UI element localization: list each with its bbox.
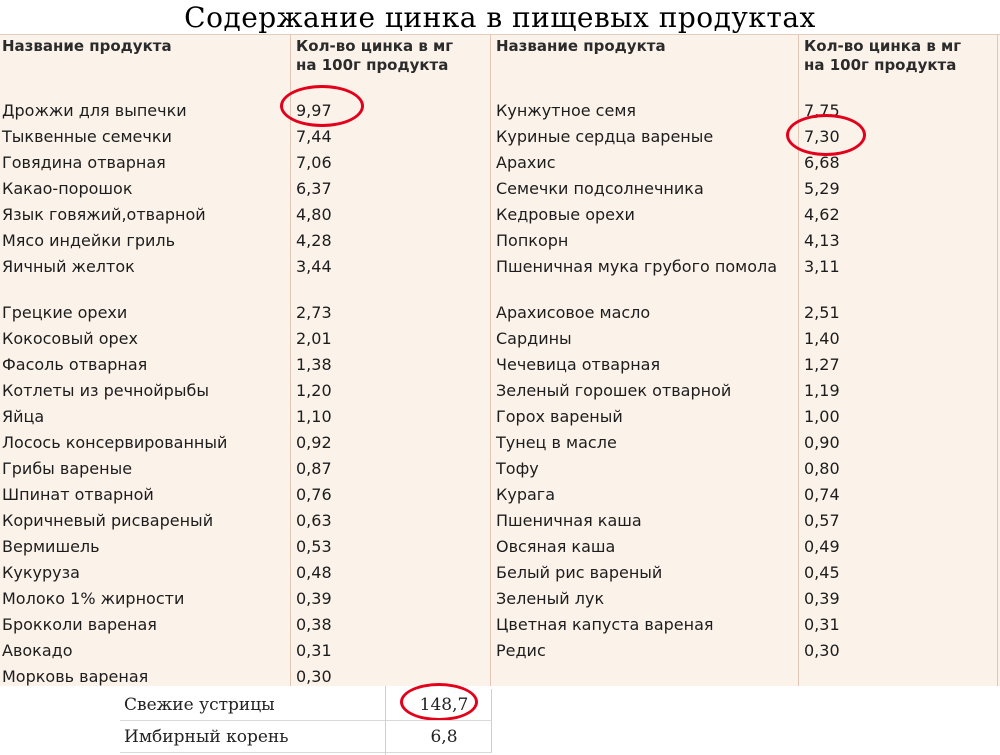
zinc-value-cell: 6,68 <box>804 153 840 172</box>
zinc-table <box>0 34 1000 686</box>
zinc-value-cell: 4,28 <box>296 231 332 250</box>
product-name-cell: Пшеничная каша <box>496 511 642 530</box>
zinc-value-cell: 0,92 <box>296 433 332 452</box>
product-name-cell: Пшеничная мука грубого помола <box>496 257 778 276</box>
zinc-value-cell: 3,44 <box>296 257 332 276</box>
zinc-value-cell: 3,11 <box>804 257 840 276</box>
product-name-cell: Куриные сердца вареные <box>496 127 714 146</box>
product-name-cell: Кукуруза <box>2 563 80 582</box>
zinc-value-cell: 1,00 <box>804 407 840 426</box>
product-name-cell: Лосось консервированный <box>2 433 228 452</box>
zinc-value-cell: 0,30 <box>804 641 840 660</box>
zinc-value-cell: 0,45 <box>804 563 840 582</box>
product-name-cell: Говядина отварная <box>2 153 166 172</box>
product-name-cell: Морковь вареная <box>2 667 149 686</box>
zinc-value-cell: 0,39 <box>296 589 332 608</box>
product-name-cell: Брокколи вареная <box>2 615 157 634</box>
zinc-value-cell: 2,73 <box>296 303 332 322</box>
product-name-cell: Белый рис вареный <box>496 563 663 582</box>
product-name-cell: Грибы вареные <box>2 459 133 478</box>
zinc-value-cell: 0,63 <box>296 511 332 530</box>
product-name-cell: Мясо индейки гриль <box>2 231 176 250</box>
zinc-value-cell: 0,57 <box>804 511 840 530</box>
product-name-cell: Какао-порошок <box>2 179 133 198</box>
column-divider <box>798 35 799 686</box>
product-name-cell: Тунец в масле <box>496 433 617 452</box>
product-name-cell: Семечки подсолнечника <box>496 179 704 198</box>
extra-column-divider <box>385 686 386 755</box>
product-name-cell: Зеленый лук <box>496 589 605 608</box>
zinc-value-cell: 4,13 <box>804 231 840 250</box>
zinc-value-cell: 4,80 <box>296 205 332 224</box>
product-name-cell: Горох вареный <box>496 407 623 426</box>
zinc-value-cell: 5,29 <box>804 179 840 198</box>
product-name-cell: Зеленый горошек отварной <box>496 381 732 400</box>
product-name-cell: Тыквенные семечки <box>2 127 172 146</box>
zinc-value-cell: 0,87 <box>296 459 332 478</box>
zinc-value-cell: 1,38 <box>296 355 332 374</box>
zinc-value-cell: 6,37 <box>296 179 332 198</box>
extra-row-value: 148,7 <box>419 695 469 715</box>
zinc-value-cell: 9,97 <box>296 101 332 120</box>
page-title: Содержание цинка в пищевых продуктах <box>184 1 816 34</box>
zinc-value-cell: 0,76 <box>296 485 332 504</box>
product-name-cell: Авокадо <box>2 641 73 660</box>
zinc-value-cell: 4,62 <box>804 205 840 224</box>
zinc-value-cell: 1,20 <box>296 381 332 400</box>
product-name-cell: Редис <box>496 641 546 660</box>
zinc-value-cell: 7,06 <box>296 153 332 172</box>
product-name-cell: Чечевица отварная <box>496 355 661 374</box>
product-name-cell: Котлеты из речнойрыбы <box>2 381 209 400</box>
product-name-cell: Кунжутное семя <box>496 101 637 120</box>
column-divider <box>997 35 998 686</box>
zinc-value-cell: 1,27 <box>804 355 840 374</box>
zinc-value-cell: 7,44 <box>296 127 332 146</box>
product-name-cell: Шпинат отварной <box>2 485 154 504</box>
product-name-cell: Яйца <box>2 407 45 426</box>
product-name-cell: Арахисовое масло <box>496 303 651 322</box>
header-product-name-left: Название продукта <box>2 37 172 55</box>
product-name-cell: Тофу <box>496 459 539 478</box>
zinc-value-cell: 1,10 <box>296 407 332 426</box>
header-zinc-amount-right: Кол-во цинка в мг на 100г продукта <box>804 37 962 74</box>
zinc-value-cell: 1,19 <box>804 381 840 400</box>
product-name-cell: Яичный желток <box>2 257 135 276</box>
product-name-cell: Дрожжи для выпечки <box>2 101 187 120</box>
zinc-value-cell: 0,90 <box>804 433 840 452</box>
zinc-value-cell: 0,80 <box>804 459 840 478</box>
zinc-value-cell: 2,51 <box>804 303 840 322</box>
zinc-value-cell: 0,48 <box>296 563 332 582</box>
zinc-value-cell: 0,53 <box>296 537 332 556</box>
zinc-value-cell: 7,75 <box>804 101 840 120</box>
header-zinc-amount-left: Кол-во цинка в мг на 100г продукта <box>296 37 454 74</box>
product-name-cell: Курага <box>496 485 555 504</box>
zinc-value-cell: 0,49 <box>804 537 840 556</box>
zinc-value-cell: 2,01 <box>296 329 332 348</box>
product-name-cell: Попкорн <box>496 231 569 250</box>
zinc-value-cell: 1,40 <box>804 329 840 348</box>
extra-row-value: 6,8 <box>430 727 458 747</box>
product-name-cell: Язык говяжий,отварной <box>2 205 206 224</box>
column-divider <box>490 35 491 686</box>
product-name-cell: Грецкие орехи <box>2 303 128 322</box>
extra-row-name: Имбирный корень <box>124 727 289 747</box>
zinc-value-cell: 0,31 <box>804 615 840 634</box>
product-name-cell: Кокосовый орех <box>2 329 138 348</box>
product-name-cell: Фасоль отварная <box>2 355 148 374</box>
extra-row-ginger <box>120 721 492 753</box>
product-name-cell: Цветная капуста вареная <box>496 615 714 634</box>
zinc-value-cell: 0,39 <box>804 589 840 608</box>
product-name-cell: Овсяная каша <box>496 537 616 556</box>
column-divider <box>290 35 291 686</box>
zinc-value-cell: 7,30 <box>804 127 840 146</box>
header-product-name-right: Название продукта <box>496 37 666 55</box>
product-name-cell: Коричневый рисвареный <box>2 511 214 530</box>
zinc-value-cell: 0,74 <box>804 485 840 504</box>
extra-row-name: Свежие устрицы <box>124 695 275 715</box>
extra-row-oysters <box>120 689 492 721</box>
zinc-value-cell: 0,31 <box>296 641 332 660</box>
product-name-cell: Молоко 1% жирности <box>2 589 185 608</box>
zinc-value-cell: 0,38 <box>296 615 332 634</box>
product-name-cell: Кедровые орехи <box>496 205 635 224</box>
zinc-value-cell: 0,30 <box>296 667 332 686</box>
product-name-cell: Вермишель <box>2 537 100 556</box>
product-name-cell: Сардины <box>496 329 572 348</box>
product-name-cell: Арахис <box>496 153 556 172</box>
